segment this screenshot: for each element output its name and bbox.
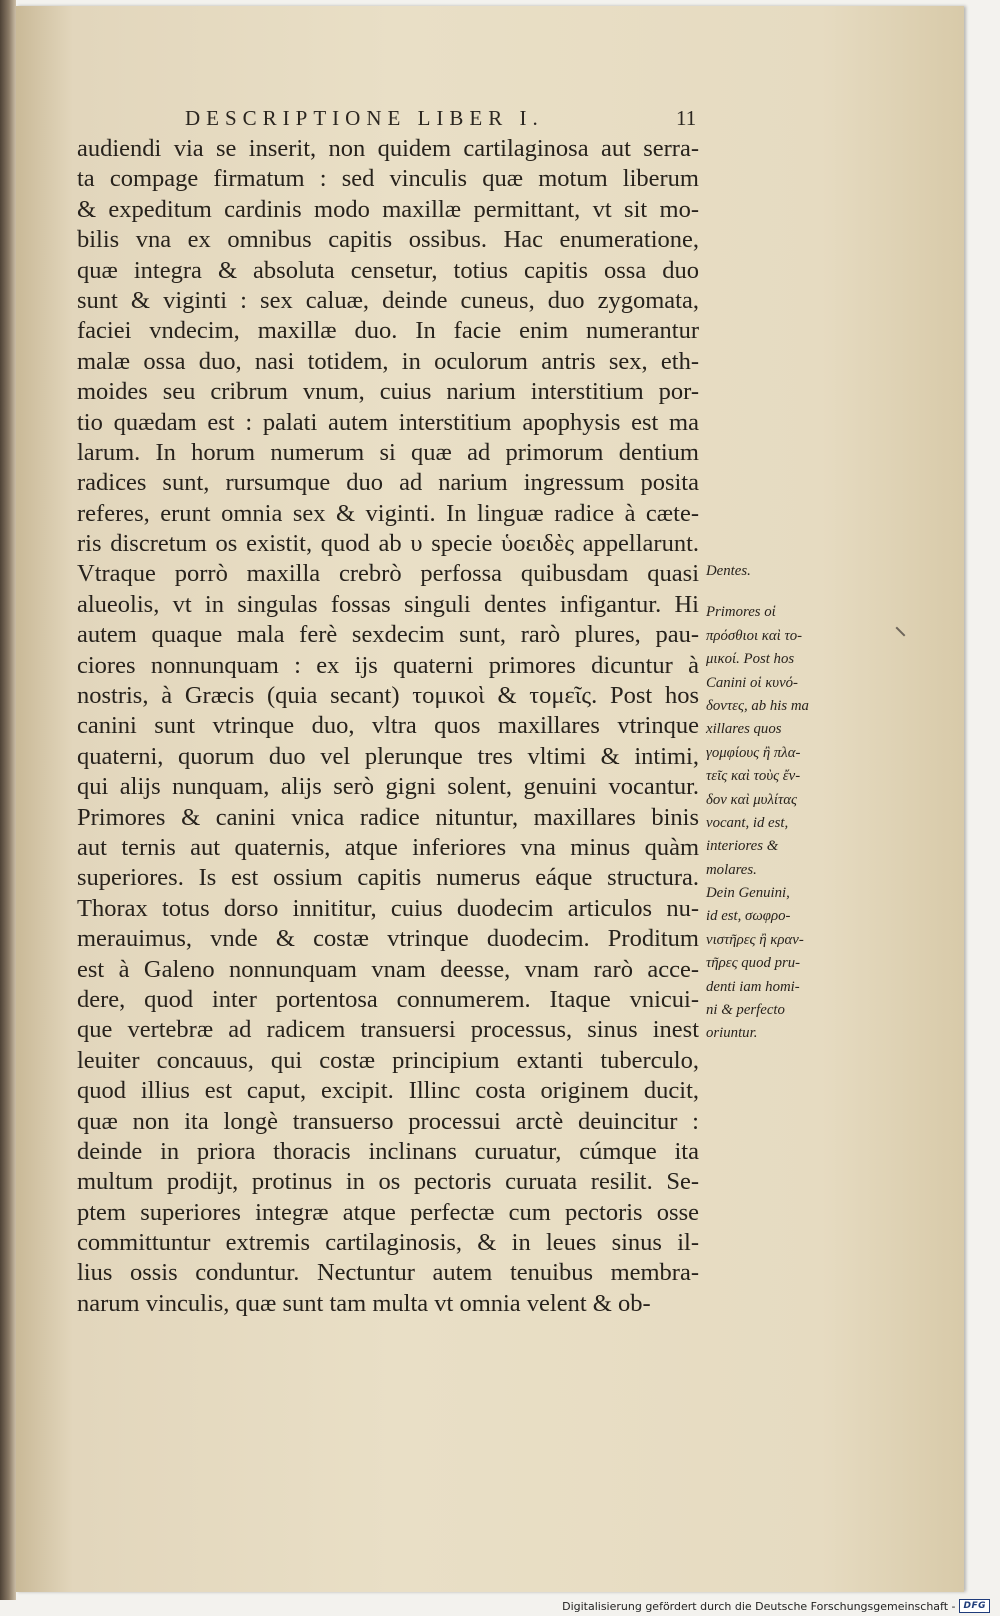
text-line: alueolis, vt in singulas fossas singuli dentes infigantur. Hi	[77, 590, 699, 618]
text-line: quæ integra & absoluta censetur, totius capitis ossa duo	[77, 256, 699, 284]
body-text	[77, 134, 699, 1319]
margin-notes	[706, 560, 844, 1046]
page-number: 11	[676, 106, 697, 130]
footer-text: Digitalisierung gefördert durch die Deutsche Forschungsgemeinschaft -	[562, 1599, 956, 1613]
text-line: quod illius est caput, excipit. Illinc costa originem ducit,	[77, 1077, 699, 1105]
book-spine-edge	[0, 0, 16, 1600]
margin-note-line: Dein Genuini,	[706, 885, 790, 902]
margin-note-line: τῆρες quod pru-	[706, 955, 801, 972]
text-line: deinde in priora thoracis inclinans curuatur, cúmque ita	[77, 1137, 699, 1165]
text-line: bilis vna ex omnibus capitis ossibus. Hac enumeratione,	[77, 226, 699, 254]
margin-note-line: ni & perfecto	[706, 1002, 785, 1019]
margin-note-line: δοντες, ab his ma	[706, 697, 809, 714]
margin-note-line: μικοί. Post hos	[706, 651, 795, 668]
digitization-footer	[562, 1599, 990, 1613]
text-line: multum prodijt, protinus in os pectoris curuata resilit. Se-	[77, 1168, 699, 1196]
text-line: dere, quod inter portentosa connumerem. Itaque vnicui-	[77, 985, 699, 1013]
margin-note-line: Primores οἱ	[706, 604, 776, 621]
margin-note-line: νιστῆρες ἢ κραν-	[706, 931, 804, 948]
text-line: que vertebræ ad radicem transuersi processus, sinus inest	[77, 1016, 699, 1044]
running-head: DESCRIPTIONE LIBER I.	[185, 106, 544, 130]
margin-note-line: vocant, id est,	[706, 814, 789, 831]
margin-note-line: Dentes.	[706, 563, 751, 579]
text-line: ptem superiores integræ atque perfectæ cum pectoris osse	[77, 1198, 699, 1226]
text-line: canini sunt vtrinque duo, vltra quos maxillares vtrinque	[77, 712, 699, 740]
margin-note-line: Canini οἱ κυνό-	[706, 674, 798, 691]
text-line: merauimus, vnde & costæ vtrinque duodecim. Proditum	[77, 925, 699, 953]
text-line: & expeditum cardinis modo maxillæ permittant, vt sit mo-	[77, 195, 699, 223]
text-line: autem quaque mala ferè sexdecim sunt, rarò plures, pau-	[77, 621, 699, 649]
text-line: nostris, à Græcis (quia secant) τομικοὶ & τομεῖς. Post hos	[77, 682, 699, 710]
text-line: malæ ossa duo, nasi totidem, in oculorum antris sex, eth-	[77, 347, 699, 375]
margin-note-line: δον καὶ μυλίτας	[706, 791, 798, 808]
text-line: sunt & viginti : sex caluæ, deinde cuneus, duo zygomata,	[77, 286, 699, 314]
text-line: referes, erunt omnia sex & viginti. In linguæ radice à cæte-	[77, 499, 699, 527]
margin-note-gap	[706, 583, 844, 601]
text-line: leuiter concauus, qui costæ principium extanti tuberculo,	[77, 1046, 699, 1074]
margin-note-line: id est, σωφρο-	[706, 908, 791, 925]
margin-note	[706, 601, 844, 1045]
text-line: audiendi via se inserit, non quidem cartilaginosa aut serra-	[77, 135, 699, 162]
text-line: est à Galeno nonnunquam vnam deesse, vnam rarò acce-	[77, 955, 699, 983]
text-line: ris discretum os existit, quod ab υ specie ὑοειδὲς appellarunt.	[77, 530, 699, 558]
text-line: Primores & canini vnica radice nituntur, maxillares binis	[77, 803, 699, 831]
margin-note-line: πρόσθιοι καὶ το-	[706, 627, 803, 644]
text-line: quaterni, quorum duo vel plerunque tres vltimi & intimi,	[77, 742, 699, 770]
text-line: larum. In horum numerum si quæ ad primorum dentium	[77, 438, 699, 466]
dfg-logo: DFG	[959, 1599, 990, 1613]
text-line: quæ non ita longè transuerso processui arctè deuincitur :	[77, 1107, 699, 1135]
text-line: radices sunt, rursumque duo ad narium ingressum posita	[77, 469, 699, 497]
text-line: Vtraque porrò maxilla crebrò perfossa quibusdam quasi	[77, 560, 699, 588]
text-line: ta compage firmatum : sed vinculis quæ motum liberum	[77, 165, 699, 193]
margin-note-line: xillares quos	[706, 721, 782, 738]
text-line: superiores. Is est ossium capitis numerus eáque structura.	[77, 864, 699, 892]
margin-note-line: oriuntur.	[706, 1025, 758, 1042]
margin-note-line: γομφίους ἢ πλα-	[706, 744, 801, 761]
margin-note-line: denti iam homi-	[706, 978, 800, 995]
text-line: ciores nonnunquam : ex ijs quaterni primores dicuntur à	[77, 651, 699, 679]
text-line: tio quædam est : palati autem interstitium apophysis est ma	[77, 408, 699, 436]
text-line: lius ossis conduntur. Nectuntur autem tenuibus membra-	[77, 1259, 699, 1287]
text-line: faciei vndecim, maxillæ duo. In facie enim numerantur	[77, 317, 699, 345]
text-line: aut ternis aut quaternis, atque inferiores vna minus quàm	[77, 833, 699, 861]
text-line: narum vinculis, quæ sunt tam multa vt omnia velent & ob-	[77, 1289, 651, 1317]
margin-note-line: interiores &	[706, 838, 779, 855]
margin-note-line: molares.	[706, 861, 757, 878]
text-line: qui alijs nunquam, alijs serò gigni solent, genuini vocantur.	[77, 773, 699, 801]
margin-note	[706, 560, 844, 583]
text-line: committuntur extremis cartilaginosis, & in leues sinus il-	[77, 1229, 699, 1257]
text-line: Thorax totus dorso innititur, cuius duodecim articulos nu-	[77, 894, 699, 922]
text-line: moides seu cribrum vnum, cuius narium interstitium por-	[77, 378, 699, 406]
margin-note-line: τεῖς καὶ τοὺς ἔν-	[706, 768, 801, 785]
